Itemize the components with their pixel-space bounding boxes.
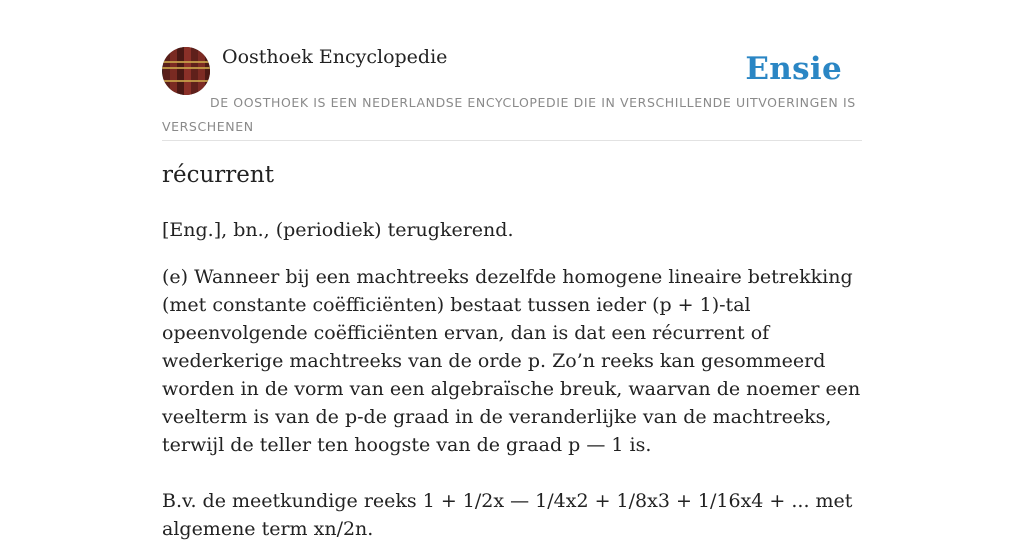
page [162, 0, 862, 540]
header [162, 0, 862, 141]
site-tagline: DE OOSTHOEK IS EEN NEDERLANDSE ENCYCLOPEDIE DIE IN VERSCHILLENDE UITVOERINGEN IS VERSCHENEN [162, 95, 856, 134]
article-title: récurrent [162, 162, 274, 188]
article-paragraph: B.v. de meetkundige reeks 1 + 1/2x — 1/4x2 + 1/8x3 + 1/16x4 + ... met algemene term xn/2n. [162, 490, 853, 540]
article-definition: [Eng.], bn., (periodiek) terugkerend. [162, 219, 514, 241]
encyclopedia-books-icon[interactable] [162, 47, 210, 95]
article-body [162, 216, 862, 543]
ensie-logo-link[interactable]: Ensie [745, 51, 842, 87]
article-paragraph: (e) Wanneer bij een machtreeks dezelfde homogene lineaire betrekking (met constante coëfficiënten) bestaat tussen ieder (p + 1)-tal opeenvolgende coëfficiënten ervan, dan is dat een récurrent of wederkerige machtreeks van de orde p. Zo’n reeks kan gesommeerd worden in de vorm van een algebraïsche breuk, waarvan de noemer een veelterm is van de p-de graad in de veranderlijke van de machtreeks, terwijl de teller ten hoogste van de graad p — 1 is. [162, 266, 861, 456]
site-name[interactable]: Oosthoek Encyclopedie [222, 46, 448, 68]
